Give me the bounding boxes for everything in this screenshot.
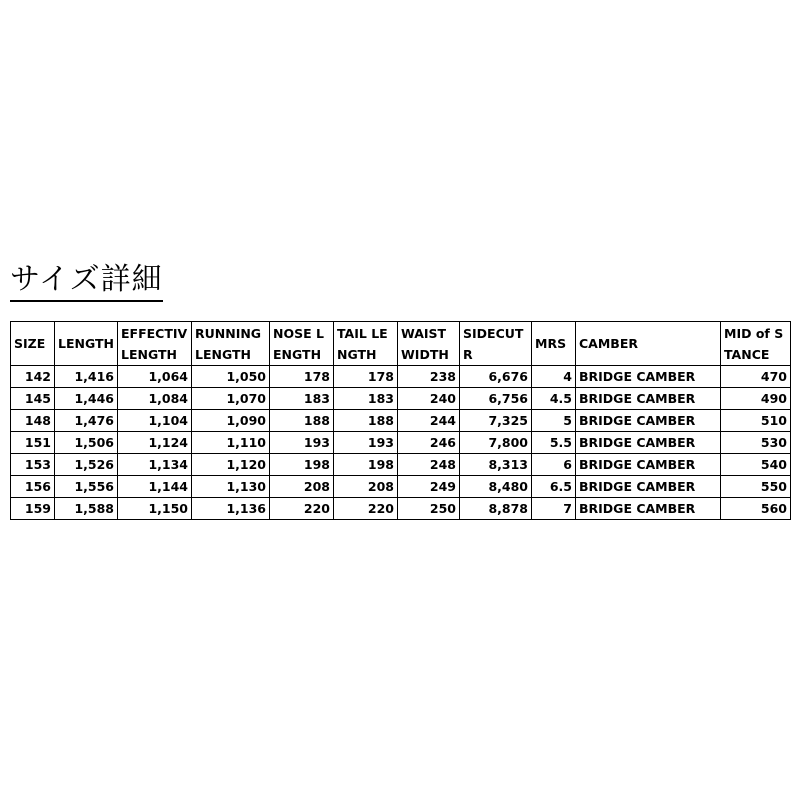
table-row (11, 476, 791, 498)
table-row (11, 410, 791, 432)
cell-mrs: 7 (532, 498, 576, 520)
cell-sidecut-r: 6,756 (460, 388, 532, 410)
cell-nose-length: 208 (270, 476, 334, 498)
cell-running-length: 1,130 (192, 476, 270, 498)
cell-nose-length: 193 (270, 432, 334, 454)
cell-mid-of-stance: 530 (721, 432, 791, 454)
cell-length: 1,416 (55, 366, 118, 388)
cell-length: 1,588 (55, 498, 118, 520)
cell-length: 1,446 (55, 388, 118, 410)
cell-sidecut-r: 7,800 (460, 432, 532, 454)
cell-effective-length: 1,104 (118, 410, 192, 432)
cell-tail-length: 183 (334, 388, 398, 410)
cell-running-length: 1,050 (192, 366, 270, 388)
cell-waist-width: 249 (398, 476, 460, 498)
cell-effective-length: 1,144 (118, 476, 192, 498)
cell-tail-length: 198 (334, 454, 398, 476)
cell-effective-length: 1,064 (118, 366, 192, 388)
cell-waist-width: 244 (398, 410, 460, 432)
table-row (11, 432, 791, 454)
cell-nose-length: 188 (270, 410, 334, 432)
cell-nose-length: 178 (270, 366, 334, 388)
cell-camber: BRIDGE CAMBER (576, 410, 721, 432)
cell-tail-length: 193 (334, 432, 398, 454)
cell-camber: BRIDGE CAMBER (576, 366, 721, 388)
cell-size: 151 (11, 432, 55, 454)
cell-mrs: 4 (532, 366, 576, 388)
cell-sidecut-r: 7,325 (460, 410, 532, 432)
cell-tail-length: 178 (334, 366, 398, 388)
cell-mrs: 5.5 (532, 432, 576, 454)
cell-waist-width: 240 (398, 388, 460, 410)
cell-length: 1,506 (55, 432, 118, 454)
cell-mid-of-stance: 490 (721, 388, 791, 410)
header-mid-of-stance: MID of STANCE (721, 322, 791, 366)
cell-effective-length: 1,084 (118, 388, 192, 410)
cell-size: 142 (11, 366, 55, 388)
table-row (11, 498, 791, 520)
cell-waist-width: 250 (398, 498, 460, 520)
cell-sidecut-r: 6,676 (460, 366, 532, 388)
cell-mrs: 5 (532, 410, 576, 432)
cell-mrs: 6 (532, 454, 576, 476)
cell-tail-length: 188 (334, 410, 398, 432)
table-header-row (11, 322, 791, 366)
header-running-length: RUNNING LENGTH (192, 322, 270, 366)
size-spec-table (10, 321, 791, 520)
cell-mid-of-stance: 540 (721, 454, 791, 476)
cell-sidecut-r: 8,878 (460, 498, 532, 520)
cell-mid-of-stance: 550 (721, 476, 791, 498)
cell-tail-length: 220 (334, 498, 398, 520)
header-tail-length: TAIL LENGTH (334, 322, 398, 366)
cell-camber: BRIDGE CAMBER (576, 476, 721, 498)
cell-camber: BRIDGE CAMBER (576, 388, 721, 410)
cell-running-length: 1,120 (192, 454, 270, 476)
cell-mrs: 4.5 (532, 388, 576, 410)
cell-waist-width: 246 (398, 432, 460, 454)
cell-running-length: 1,136 (192, 498, 270, 520)
table-row (11, 454, 791, 476)
cell-effective-length: 1,150 (118, 498, 192, 520)
cell-running-length: 1,110 (192, 432, 270, 454)
cell-mid-of-stance: 470 (721, 366, 791, 388)
cell-size: 145 (11, 388, 55, 410)
table-row (11, 388, 791, 410)
header-mrs: MRS (532, 322, 576, 366)
header-nose-length: NOSE LENGTH (270, 322, 334, 366)
cell-tail-length: 208 (334, 476, 398, 498)
header-sidecut-r: SIDECUT R (460, 322, 532, 366)
cell-length: 1,556 (55, 476, 118, 498)
cell-length: 1,526 (55, 454, 118, 476)
page-title: サイズ詳細 (10, 262, 163, 302)
cell-camber: BRIDGE CAMBER (576, 432, 721, 454)
cell-waist-width: 238 (398, 366, 460, 388)
header-length: LENGTH (55, 322, 118, 366)
cell-camber: BRIDGE CAMBER (576, 454, 721, 476)
cell-nose-length: 183 (270, 388, 334, 410)
cell-nose-length: 198 (270, 454, 334, 476)
cell-size: 148 (11, 410, 55, 432)
cell-nose-length: 220 (270, 498, 334, 520)
cell-effective-length: 1,124 (118, 432, 192, 454)
cell-effective-length: 1,134 (118, 454, 192, 476)
cell-size: 159 (11, 498, 55, 520)
cell-length: 1,476 (55, 410, 118, 432)
cell-size: 156 (11, 476, 55, 498)
cell-running-length: 1,070 (192, 388, 270, 410)
header-size: SIZE (11, 322, 55, 366)
cell-camber: BRIDGE CAMBER (576, 498, 721, 520)
header-camber: CAMBER (576, 322, 721, 366)
cell-mrs: 6.5 (532, 476, 576, 498)
cell-sidecut-r: 8,313 (460, 454, 532, 476)
header-effective-length: EFFECTIV LENGTH (118, 322, 192, 366)
table-row (11, 366, 791, 388)
cell-mid-of-stance: 510 (721, 410, 791, 432)
cell-mid-of-stance: 560 (721, 498, 791, 520)
cell-sidecut-r: 8,480 (460, 476, 532, 498)
cell-running-length: 1,090 (192, 410, 270, 432)
cell-size: 153 (11, 454, 55, 476)
header-waist-width: WAIST WIDTH (398, 322, 460, 366)
cell-waist-width: 248 (398, 454, 460, 476)
